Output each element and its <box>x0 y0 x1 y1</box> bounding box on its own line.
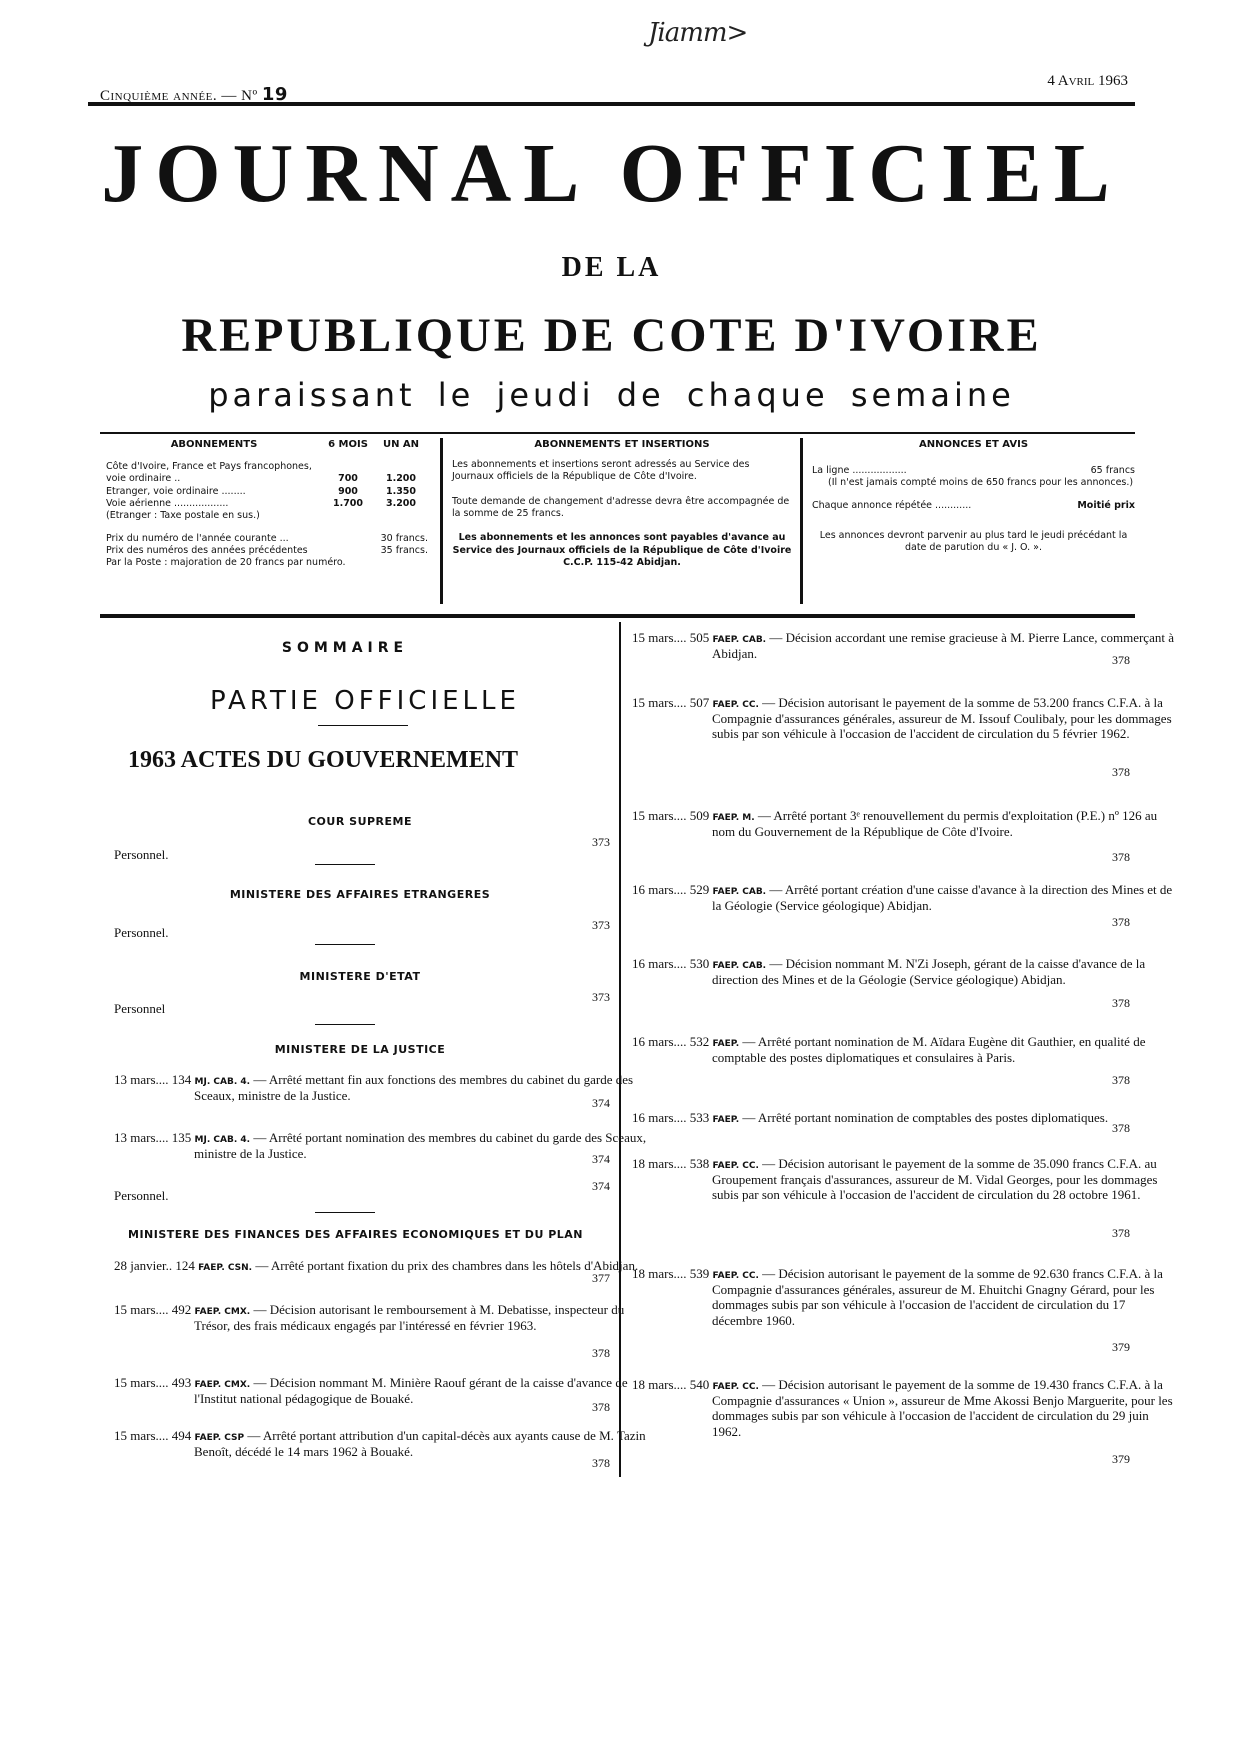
entry-date: 18 mars.... 538 <box>632 1156 710 1171</box>
rate-six: 1.700 <box>332 498 364 510</box>
page-number: 374 <box>592 1179 610 1193</box>
price-row <box>106 533 428 545</box>
toc-entry <box>114 1428 649 1459</box>
entry-text: — Arrêté mettant fin aux fonctions des membres du cabinet du garde des Sceaux, ministre de la Justice. <box>194 1072 634 1103</box>
entry-text: — Arrêté portant nomination de comptables des postes diplomatiques. <box>742 1110 1109 1125</box>
ads-line-note: (Il n'est jamais compté moins de 650 francs pour les annonces.) <box>828 477 1134 489</box>
toc-entry <box>114 1375 649 1406</box>
sommaire-heading: SOMMAIRE <box>281 640 409 656</box>
ads-heading: ANNONCES ET AVIS <box>918 439 1029 450</box>
entry-text: — Décision autorisant le remboursement à M. Debatisse, inspecteur du Trésor, des frais médicaux engagés par l'intéressé en février 1963. <box>194 1302 625 1333</box>
entry-code: FAEP. CC. <box>712 1271 759 1281</box>
rate-six: 700 <box>338 473 358 484</box>
journal-title: JOURNAL OFFICIEL <box>101 127 1122 220</box>
page-number: 374 <box>592 1096 610 1110</box>
entry-date: 15 mars.... 494 <box>114 1428 192 1443</box>
personnel-label: Personnel. <box>114 925 169 940</box>
ads-repeat-label: Chaque annonce répétée ............ <box>812 499 972 511</box>
entry-date: 13 mars.... 135 <box>114 1130 192 1145</box>
issue-label: Cinquième année. — Nº <box>100 88 258 104</box>
entry-text: — Arrêté portant 3ᵉ renouvellement du permis d'exploitation (P.E.) nº 126 au nom du Gouvernement de la République de Côte d'Ivoire. <box>712 808 1158 839</box>
issue-number: 19 <box>261 84 288 105</box>
entry-date: 16 mars.... 530 <box>632 956 710 971</box>
entry-date: 16 mars.... 532 <box>632 1034 710 1049</box>
rates-col-six: 6 MOIS <box>328 439 368 450</box>
entry-date: 16 mars.... 533 <box>632 1110 710 1125</box>
toc-entry <box>632 1377 1174 1440</box>
entry-date: 13 mars.... 134 <box>114 1072 192 1087</box>
price-row <box>106 545 428 557</box>
entry-code: FAEP. CSP <box>194 1433 245 1443</box>
price-value: 35 francs. <box>380 545 428 557</box>
entry-date: 18 mars.... 539 <box>632 1266 710 1281</box>
box-divider <box>800 438 803 604</box>
entry-code: FAEP. CC. <box>712 1161 759 1171</box>
page-number: 378 <box>1112 653 1130 667</box>
price-label: Prix du numéro de l'année courante ... <box>106 532 289 544</box>
page-number: 373 <box>592 990 610 1004</box>
entry-code: FAEP. CC. <box>712 1382 759 1392</box>
toc-entry <box>632 1266 1174 1329</box>
header-bottom-rule <box>100 614 1135 618</box>
subscription-rates-box <box>106 438 428 604</box>
ads-line-label: La ligne .................. <box>812 465 907 476</box>
page-number: 378 <box>1112 1073 1130 1087</box>
toc-entry <box>114 1072 649 1103</box>
page-number: 378 <box>592 1400 610 1414</box>
section-affaires-etrangeres: MINISTERE DES AFFAIRES ETRANGERES <box>229 888 491 901</box>
toc-entry <box>632 882 1174 913</box>
entry-code: FAEP. <box>712 1039 740 1049</box>
page-number: 374 <box>592 1152 610 1166</box>
entry-date: 18 mars.... 540 <box>632 1377 710 1392</box>
rate-label: Côte d'Ivoire, France et Pays francophones, voie ordinaire .. <box>106 461 312 485</box>
page-number: 373 <box>592 835 610 849</box>
subscriptions-box <box>452 438 792 604</box>
entry-date: 28 janvier.. 124 <box>114 1258 195 1273</box>
entry-code: FAEP. CAB. <box>712 887 767 897</box>
entry-text: — Décision autorisant le payement de la somme de 53.200 francs C.F.A. à la Compagnie d'assurances générales, assureur de M. Issouf Coulibaly, pour les dommages subis par son véhicule à l'occasion de l'accident de circulation du 5 février 1962. <box>712 695 1172 742</box>
entry-text: — Arrêté portant fixation du prix des chambres dans les hôtels d'Abidjan. <box>255 1258 639 1273</box>
rate-year: 1.200 <box>385 473 417 484</box>
toc-entry <box>632 630 1174 661</box>
ads-deadline: Les annonces devront parvenir au plus tard le jeudi précédant la date de parution du « J. O. ». <box>819 530 1128 554</box>
entry-code: MJ. CAB. 4. <box>194 1077 251 1087</box>
column-divider <box>619 622 621 1477</box>
rate-row <box>106 498 428 510</box>
ads-repeat-rate <box>812 500 1135 512</box>
price-value: 30 francs. <box>380 532 428 544</box>
toc-entry <box>114 1302 649 1333</box>
entry-text: — Décision autorisant le payement de la somme de 92.630 francs C.F.A. à la Compagnie d'assurances générales, assureur de M. Ehuitchi Gnagny Gérard, pour les dommages subis par son véhicule à l'occasion de l'accident de circulation du 17 décembre 1960. <box>712 1266 1163 1328</box>
page-number: 373 <box>592 918 610 932</box>
toc-entry <box>632 1110 1174 1126</box>
toc-entry <box>632 695 1174 742</box>
divider <box>315 1212 375 1213</box>
subs-p1: Les abonnements et insertions seront adressés au Service des Journaux officiels de la République de Côte d'Ivoire. <box>452 459 750 483</box>
ads-line-value: 65 francs <box>1090 465 1135 476</box>
entry-date: 16 mars.... 529 <box>632 882 710 897</box>
rates-col-year: UN AN <box>382 439 420 450</box>
entry-date: 15 mars.... 505 <box>632 630 710 645</box>
entry-text: — Décision accordant une remise gracieuse à M. Pierre Lance, commerçant à Abidjan. <box>712 630 1174 661</box>
rates-note: (Etranger : Taxe postale en sus.) <box>106 510 260 522</box>
ads-box <box>812 438 1135 604</box>
divider <box>315 1024 375 1025</box>
page-number: 378 <box>1112 996 1130 1010</box>
section-justice: MINISTERE DE LA JUSTICE <box>274 1043 446 1056</box>
entry-text: — Décision nommant M. Minière Raouf gérant de la caisse d'avance de l'Institut national pédagogique de Bouaké. <box>194 1375 628 1406</box>
republic-title: REPUBLIQUE DE COTE D'IVOIRE <box>181 309 1042 362</box>
rate-year: 1.350 <box>385 485 417 497</box>
entry-code: FAEP. CC. <box>712 700 759 710</box>
rates-header <box>106 438 428 451</box>
section-cour-supreme: COUR SUPREME <box>307 815 413 828</box>
subs-p2: Toute demande de changement d'adresse devra être accompagnée de la somme de 25 francs. <box>452 495 790 520</box>
entry-text: — Arrêté portant nomination de M. Aïdara Eugène dit Gauthier, en qualité de comptable des postes diplomatiques et consulaires à Paris. <box>712 1034 1146 1065</box>
entry-date: 15 mars.... 509 <box>632 808 710 823</box>
page-number: 378 <box>1112 1121 1130 1135</box>
personnel-label: Personnel. <box>114 1188 169 1203</box>
rates-heading: ABONNEMENTS <box>170 439 258 450</box>
page-number: 378 <box>1112 915 1130 929</box>
entry-date: 15 mars.... 492 <box>114 1302 192 1317</box>
toc-entry <box>114 1258 649 1274</box>
entry-text: — Arrêté portant nomination des membres du cabinet du garde des Sceaux, ministre de la Justice. <box>194 1130 647 1161</box>
page-number: 378 <box>1112 765 1130 779</box>
toc-entry <box>114 1130 649 1161</box>
poste-note: Par la Poste : majoration de 20 francs par numéro. <box>106 557 346 569</box>
top-rule <box>88 102 1135 106</box>
box-divider <box>440 438 443 604</box>
divider <box>318 725 408 726</box>
entry-code: FAEP. M. <box>712 813 755 823</box>
frequency-line: paraissant le jeudi de chaque semaine <box>208 376 1015 414</box>
entry-text: — Décision nommant M. N'Zi Joseph, gérant de la caisse d'avance de la direction des Mines et de la Géologie (Service géologique) Abidjan. <box>712 956 1146 987</box>
entry-date: 15 mars.... 507 <box>632 695 710 710</box>
entry-text: — Décision autorisant le payement de la somme de 19.430 francs C.F.A. à la Compagnie d'assurances « Union », assureur de Mme Akossi Benjo Marguerite, pour les dommages subis par son véhicule à l'occasion de l'accident de circulation du 29 juin 1962. <box>712 1377 1173 1439</box>
rate-label: Voie aérienne .................. <box>106 498 229 510</box>
entry-date: 15 mars.... 493 <box>114 1375 192 1390</box>
rate-label: Etranger, voie ordinaire ........ <box>106 485 246 497</box>
rate-row <box>106 486 428 498</box>
masthead-rule <box>100 432 1135 434</box>
title-de-la: DE LA <box>561 252 662 283</box>
handwritten-annotation: Jiamm> <box>648 18 748 48</box>
entry-code: FAEP. CAB. <box>712 635 767 645</box>
toc-entry <box>632 1034 1174 1065</box>
entry-text: — Décision autorisant le payement de la somme de 35.090 francs C.F.A. au Groupement français d'assurances, assureur de M. Vidal Georges, pour les dommages subis par son véhicule à l'occasion de l'accident de circulation du 28 octobre 1961. <box>712 1156 1158 1203</box>
section-ministere-etat: MINISTERE D'ETAT <box>299 970 421 983</box>
page-number: 378 <box>592 1456 610 1470</box>
toc-entry <box>632 808 1174 839</box>
partie-officielle: PARTIE OFFICIELLE <box>210 686 520 716</box>
section-finances: MINISTERE DES FINANCES DES AFFAIRES ECONOMIQUES ET DU PLAN <box>128 1228 583 1241</box>
subs-p3: Les abonnements et les annonces sont payables d'avance au Service des Journaux officiels de la République de Côte d'Ivoire C.C.P. 115-42 Abidjan. <box>452 532 792 569</box>
entry-code: FAEP. CMX. <box>194 1380 251 1390</box>
entry-code: FAEP. CMX. <box>194 1307 251 1317</box>
page-number: 378 <box>592 1346 610 1360</box>
rate-year: 3.200 <box>385 498 417 510</box>
ads-line-rate <box>812 465 1135 477</box>
divider <box>315 864 375 865</box>
toc-entry <box>632 956 1174 987</box>
subs-heading: ABONNEMENTS ET INSERTIONS <box>534 439 710 450</box>
actes-heading: 1963 ACTES DU GOUVERNEMENT <box>128 747 519 773</box>
rate-row <box>106 461 428 486</box>
page-number: 378 <box>1112 850 1130 864</box>
page-number: 379 <box>1112 1452 1130 1466</box>
page-number: 377 <box>592 1271 610 1285</box>
entry-code: MJ. CAB. 4. <box>194 1135 251 1145</box>
entry-code: FAEP. CAB. <box>712 961 767 971</box>
page-number: 378 <box>1112 1226 1130 1240</box>
personnel-label: Personnel. <box>114 847 169 862</box>
toc-entry <box>632 1156 1174 1203</box>
entry-code: FAEP. <box>712 1115 740 1125</box>
divider <box>315 944 375 945</box>
publication-date: 4 Avril 1963 <box>1047 73 1128 89</box>
personnel-label: Personnel <box>114 1001 166 1016</box>
entry-text: — Arrêté portant attribution d'un capital-décès aux ayants cause de M. Tazin Benoît, décédé le 14 mars 1962 à Bouaké. <box>194 1428 646 1459</box>
entry-text: — Arrêté portant création d'une caisse d'avance à la direction des Mines et de la Géologie (Service géologique) Abidjan. <box>712 882 1173 913</box>
ads-repeat-value: Moitié prix <box>1077 499 1135 511</box>
rate-six: 900 <box>338 485 358 497</box>
page-number: 379 <box>1112 1340 1130 1354</box>
price-label: Prix des numéros des années précédentes <box>106 545 308 557</box>
entry-code: FAEP. CSN. <box>198 1263 253 1273</box>
